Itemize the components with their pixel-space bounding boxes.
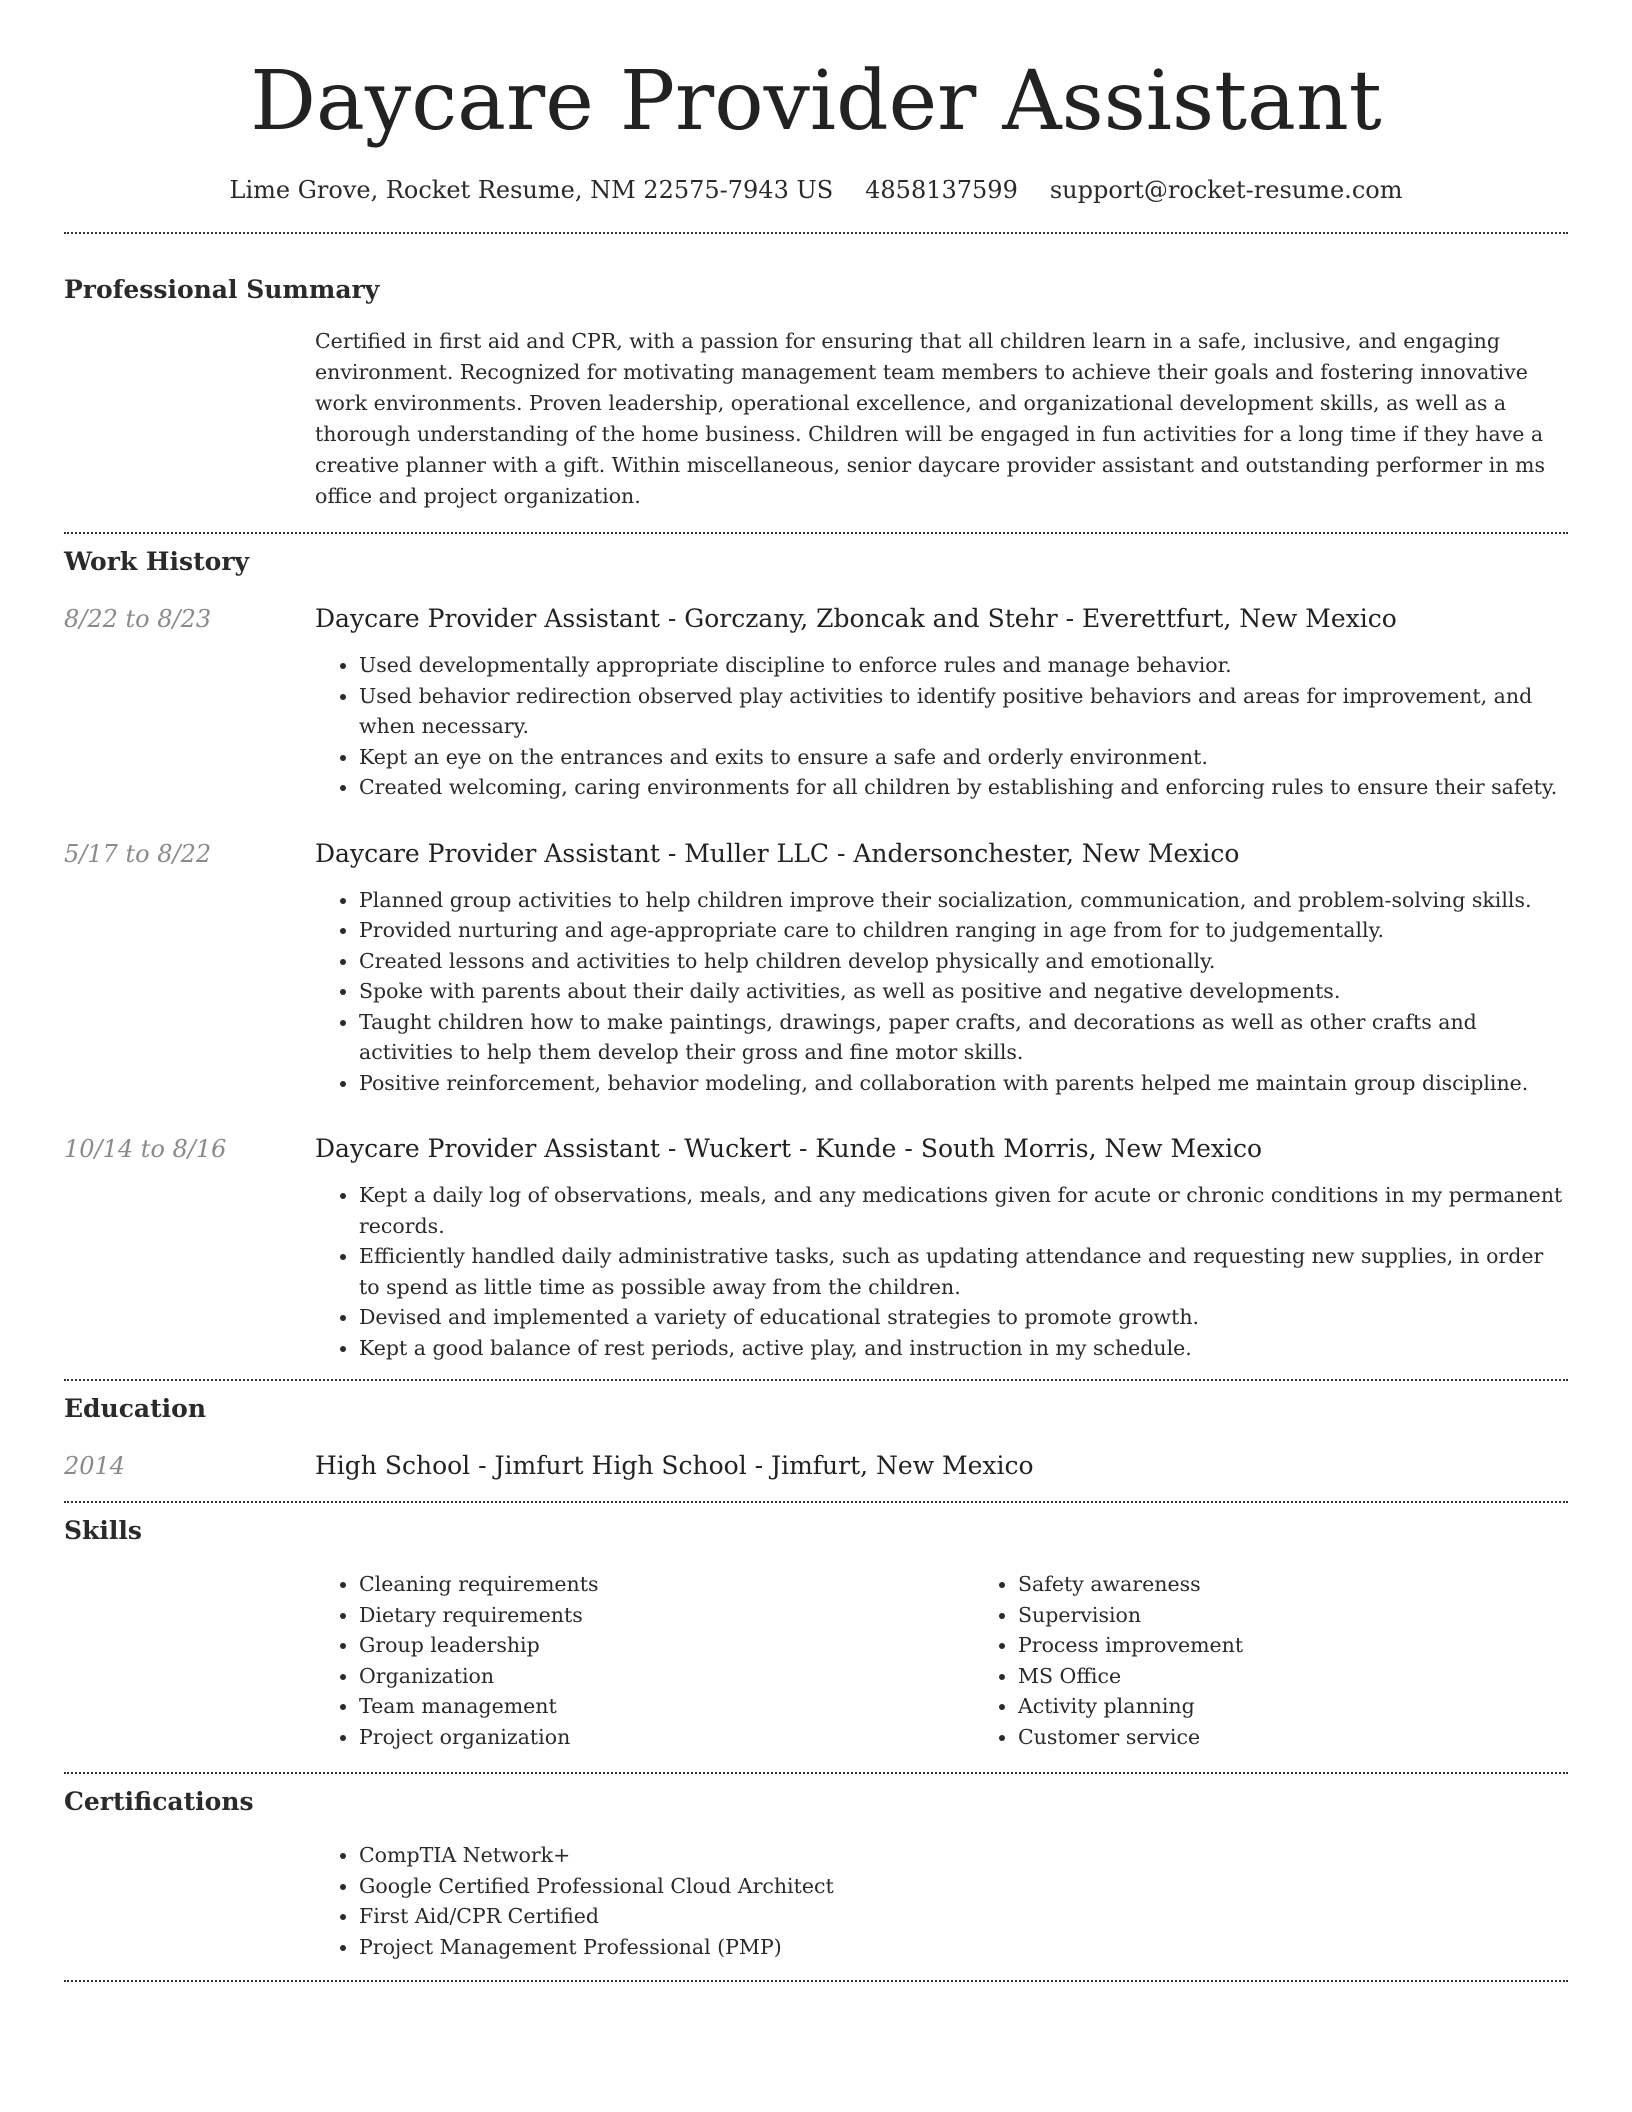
list-item: • Google Certified Professional Cloud Architect [359, 1871, 1568, 1902]
section-divider [64, 1772, 1568, 1774]
summary-text: Certified in first aid and CPR, with a passion for ensuring that all children learn in a safe, inclusive, and engaging environment. Recognized for motivating management team members to achieve their goals and fostering innovative work environments. Proven leadership, operational excellence, and organizational development skills, as well as a thorough understanding of the home business. Children will be engaged in fun activities for a long time if they have a creative planner with a gift. Within miscellaneous, senior daycare provider assistant and outstanding performer in ms office and project organization. [315, 329, 1545, 508]
list-item: • Process improvement [1018, 1630, 1632, 1661]
contact-phone: 4858137599 [865, 176, 1018, 204]
list-item: • Activity planning [1018, 1691, 1632, 1722]
summary-spacer [64, 326, 315, 512]
summary-row [64, 326, 1568, 512]
certifications-heading: Certifications [64, 1787, 254, 1816]
skills-row [64, 1569, 1568, 1752]
list-item: • MS Office [1018, 1661, 1632, 1692]
resume-name: Daycare Provider Assistant [250, 54, 1382, 149]
list-item: • Organization [359, 1661, 974, 1692]
education-heading: Education [64, 1394, 207, 1423]
list-item: • Kept a daily log of observations, meals, and any medications given for acute or chronic conditions in my permanent records. [359, 1180, 1568, 1241]
list-item: • Team management [359, 1691, 974, 1722]
list-item: • Devised and implemented a variety of educational strategies to promote growth. [359, 1302, 1568, 1333]
list-item: • Customer service [1018, 1722, 1632, 1753]
skills-list-left [315, 1569, 974, 1752]
section-divider [64, 532, 1568, 534]
list-item: • Positive reinforcement, behavior modeling, and collaboration with parents helped me maintain group discipline. [359, 1068, 1568, 1099]
education-entry [64, 1449, 1568, 1483]
job-dates: 10/14 to 8/16 [64, 1135, 227, 1163]
job-entry [64, 602, 1568, 803]
job-bullets [315, 885, 1568, 1099]
list-item: • Efficiently handled daily administrative tasks, such as updating attendance and requesting new supplies, in order to spend as little time as possible away from the children. [359, 1241, 1568, 1302]
list-item: • Planned group activities to help children improve their socialization, communication, and problem-solving skills. [359, 885, 1568, 916]
list-item: • CompTIA Network+ [359, 1840, 1568, 1871]
job-bullets [315, 1180, 1568, 1363]
list-item: • Project Management Professional (PMP) [359, 1932, 1568, 1963]
list-item: • Safety awareness [1018, 1569, 1632, 1600]
list-item: • Taught children how to make paintings, drawings, paper crafts, and decorations as well as other crafts and activities to help them develop their gross and fine motor skills. [359, 1007, 1568, 1068]
list-item: • First Aid/CPR Certified [359, 1901, 1568, 1932]
summary-heading: Professional Summary [64, 275, 380, 304]
contact-address: Lime Grove, Rocket Resume, NM 22575-7943 US [229, 176, 834, 204]
list-item: • Created lessons and activities to help children develop physically and emotionally. [359, 946, 1568, 977]
list-item: • Supervision [1018, 1600, 1632, 1631]
list-item: • Spoke with parents about their daily activities, as well as positive and negative developments. [359, 976, 1568, 1007]
section-divider [64, 1501, 1568, 1503]
certifications-row [64, 1840, 1568, 1962]
education-title: High School - Jimfurt High School - Jimfurt, New Mexico [315, 1451, 1034, 1480]
list-item: • Project organization [359, 1722, 974, 1753]
list-item: • Dietary requirements [359, 1600, 974, 1631]
job-entry [64, 1132, 1568, 1363]
job-dates: 8/22 to 8/23 [64, 605, 212, 633]
job-title: Daycare Provider Assistant - Muller LLC - Andersonchester, New Mexico [315, 838, 1240, 868]
skills-spacer [64, 1569, 315, 1752]
certifications-list [315, 1840, 1568, 1962]
job-dates: 5/17 to 8/22 [64, 839, 212, 868]
job-bullets [315, 650, 1568, 803]
section-divider [64, 232, 1568, 234]
contact-email: support@rocket-resume.com [1049, 176, 1403, 204]
contact-line [64, 172, 1568, 208]
job-entry [64, 837, 1568, 1099]
list-item: • Created welcoming, caring environments for all children by establishing and enforcing rules to ensure their safety. [359, 772, 1568, 803]
section-divider [64, 1980, 1568, 1982]
certifications-spacer [64, 1840, 315, 1962]
list-item: • Provided nurturing and age-appropriate care to children ranging in age from for to judgementally. [359, 915, 1568, 946]
list-item: • Kept an eye on the entrances and exits to ensure a safe and orderly environment. [359, 742, 1568, 773]
list-item: • Used behavior redirection observed play activities to identify positive behaviors and areas for improvement, and when necessary. [359, 681, 1568, 742]
skills-list-right [974, 1569, 1632, 1752]
resume-page [64, 0, 1568, 1982]
section-divider [64, 1379, 1568, 1381]
list-item: • Cleaning requirements [359, 1569, 974, 1600]
list-item: • Used developmentally appropriate discipline to enforce rules and manage behavior. [359, 650, 1568, 681]
education-year: 2014 [64, 1452, 126, 1480]
job-title: Daycare Provider Assistant - Wuckert - Kunde - South Morris, New Mexico [315, 1134, 1263, 1163]
work-heading: Work History [64, 547, 250, 576]
list-item: • Kept a good balance of rest periods, active play, and instruction in my schedule. [359, 1333, 1568, 1364]
list-item: • Group leadership [359, 1630, 974, 1661]
job-title: Daycare Provider Assistant - Gorczany, Zboncak and Stehr - Everettfurt, New Mexico [315, 604, 1397, 633]
skills-heading: Skills [64, 1516, 142, 1545]
